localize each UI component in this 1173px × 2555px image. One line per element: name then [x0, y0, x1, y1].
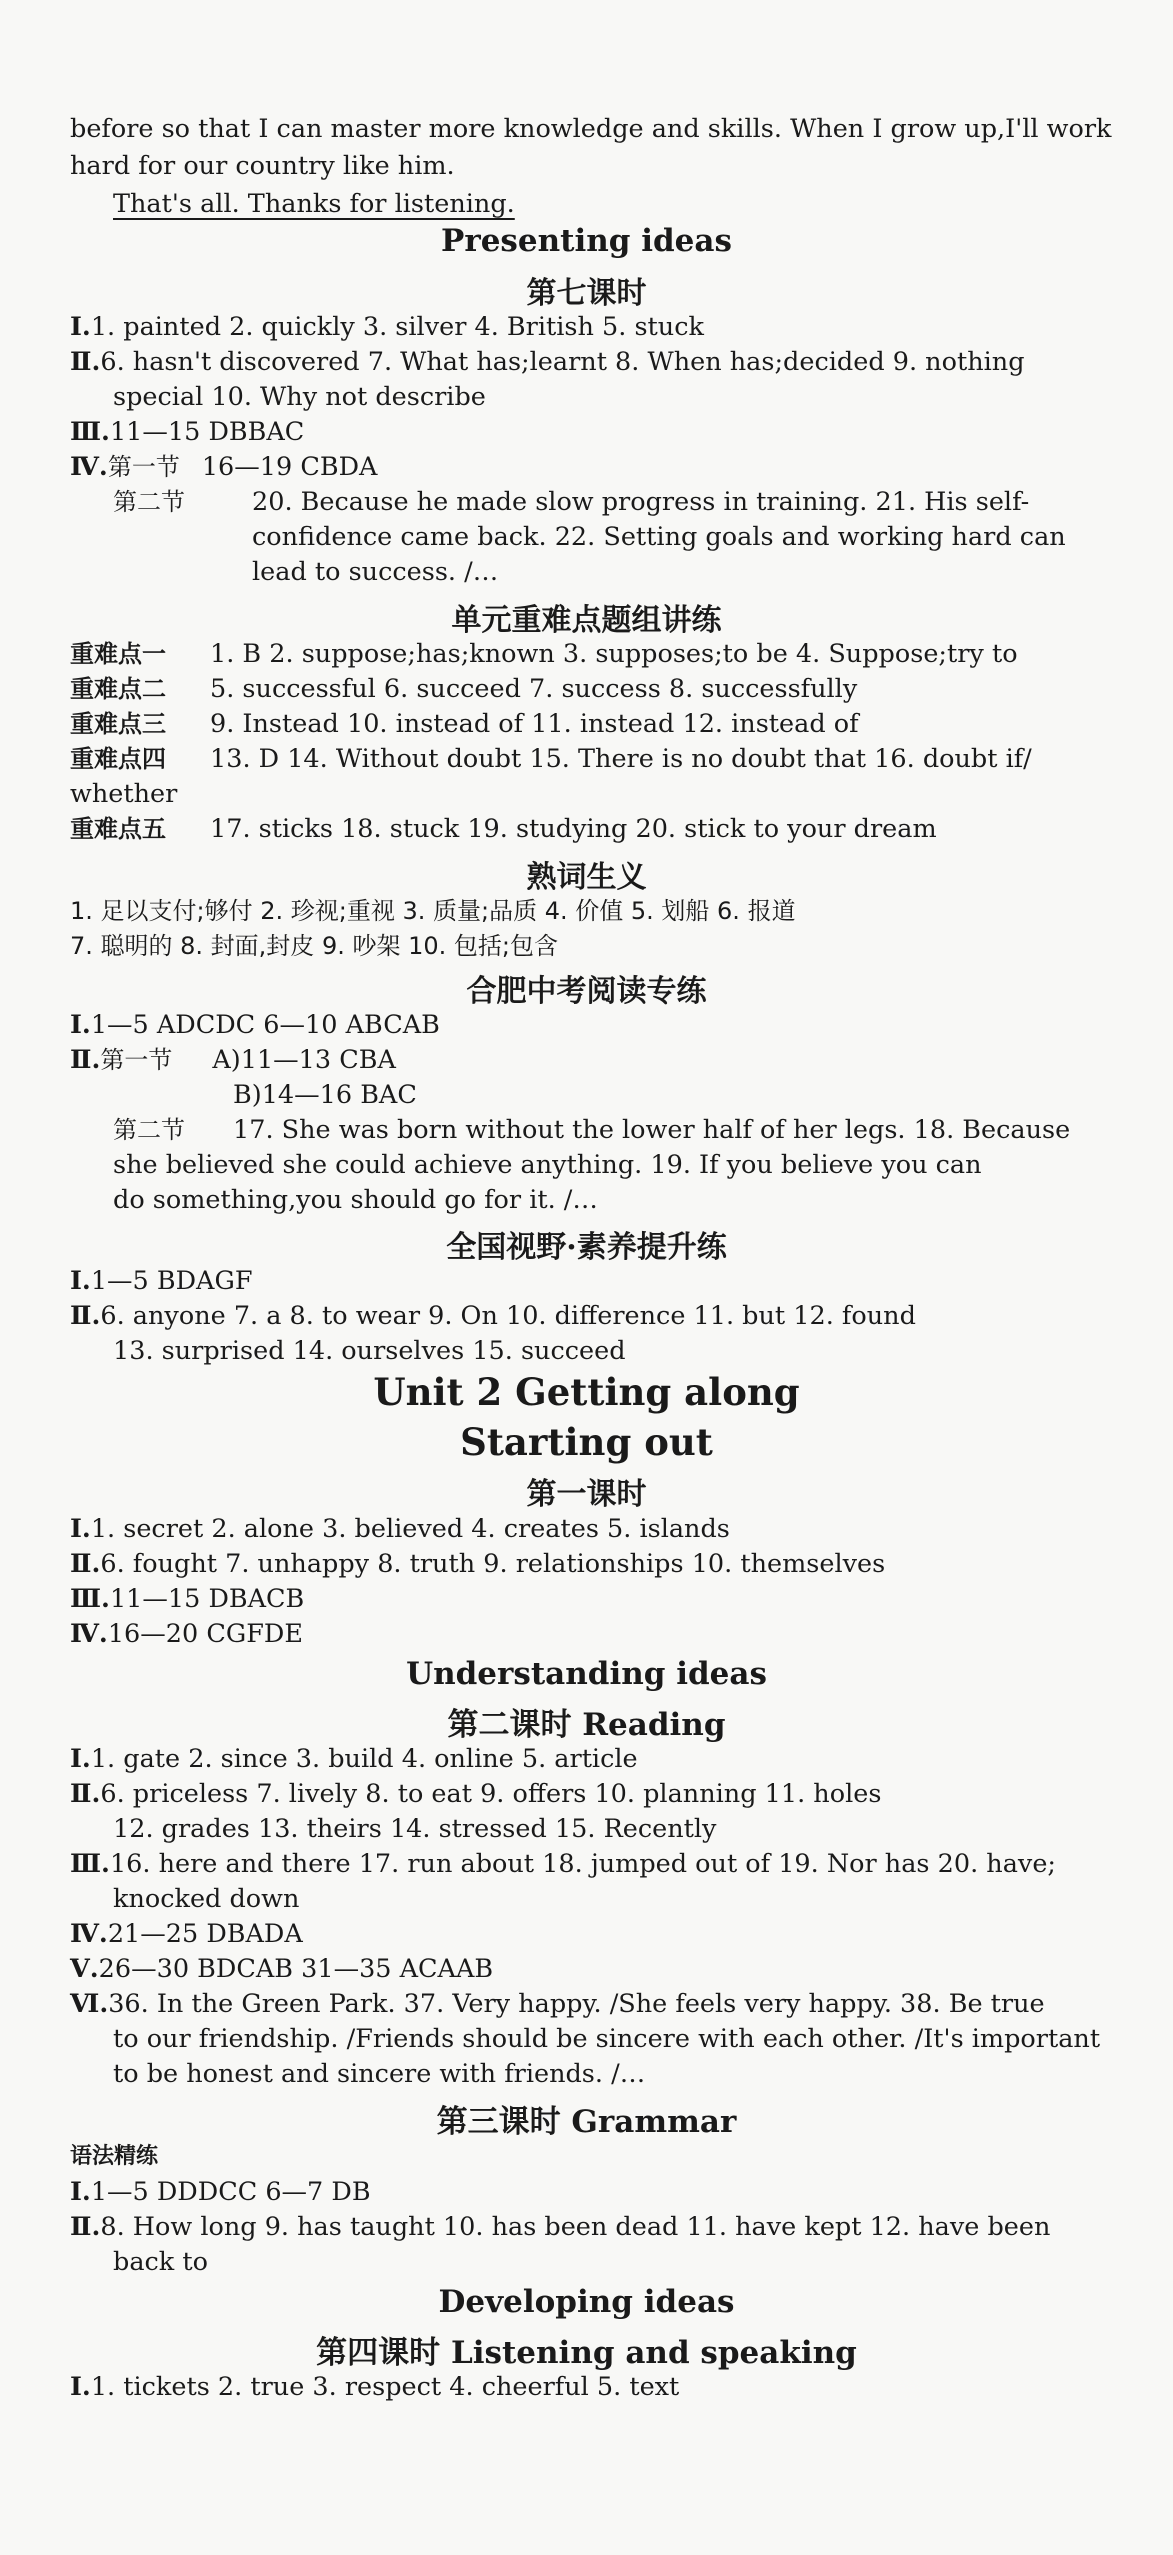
- answer-continuation: 12. grades 13. theirs 14. stressed 15. Recently: [113, 1814, 717, 1844]
- answer-continuation: special 10. Why not describe: [113, 382, 486, 412]
- row-label: 重难点一: [70, 640, 166, 668]
- answer-row: [70, 707, 1103, 741]
- answer-text: 17. She was born without the lower half of her legs. 18. Because: [233, 1115, 1071, 1145]
- answer-row: [70, 1847, 1103, 1881]
- roman-numeral: Ⅱ.: [70, 2212, 101, 2242]
- roman-numeral: Ⅰ.: [70, 1514, 91, 1544]
- roman-numeral: Ⅳ.: [70, 1919, 108, 1949]
- roman-numeral: Ⅱ.: [70, 347, 101, 377]
- answer-text: 9. Instead 10. instead of 11. instead 12. instead of: [210, 709, 859, 739]
- answer-row: [70, 2370, 1103, 2404]
- row-label: 重难点三: [70, 710, 166, 738]
- roman-numeral: Ⅰ.: [70, 2177, 91, 2207]
- intro-line-2: hard for our country like him.: [70, 151, 455, 181]
- part-label: 第一节: [107, 453, 180, 481]
- intro-line-3: [113, 187, 1103, 221]
- answer-text: A)11—13 CBA: [212, 1045, 396, 1075]
- answer-text: 21—25 DBADA: [107, 1919, 303, 1949]
- answer-row: [70, 1582, 1103, 1616]
- roman-numeral: Ⅵ.: [70, 1989, 109, 2019]
- answer-text: 16—20 CGFDE: [107, 1619, 303, 1649]
- section-title-national-vision: 全国视野·素养提升练: [446, 1230, 727, 1265]
- grammar-practice-label: 语法精练: [70, 2144, 159, 2169]
- answer-text: 1—5 DDDCC 6—7 DB: [90, 2177, 371, 2207]
- lesson-title-1: 第一课时: [526, 1477, 647, 1512]
- lesson-title-3: 第三课时 Grammar: [436, 2104, 737, 2140]
- answer-continuation: back to: [113, 2247, 208, 2277]
- answer-row: [70, 310, 1103, 344]
- answer-text: 16. here and there 17. run about 18. jumped out of 19. Nor has 20. have;: [109, 1849, 1057, 1879]
- roman-numeral: Ⅲ.: [70, 1849, 110, 1879]
- roman-numeral: Ⅱ.: [70, 1549, 101, 1579]
- roman-numeral: Ⅳ.: [70, 452, 108, 482]
- roman-numeral: Ⅰ.: [70, 312, 91, 342]
- roman-numeral: Ⅱ.: [70, 1779, 101, 1809]
- row-label: 重难点五: [70, 815, 166, 843]
- answer-text: 1. gate 2. since 3. build 4. online 5. article: [90, 1744, 638, 1774]
- answer-text: 26—30 BDCAB 31—35 ACAAB: [98, 1954, 494, 1984]
- answer-continuation: knocked down: [113, 1884, 300, 1914]
- answer-row: [70, 1742, 1103, 1776]
- answer-continuation: whether: [70, 779, 178, 809]
- lesson-title-7: 第七课时: [526, 276, 647, 311]
- answer-text: 16—19 CBDA: [201, 452, 378, 482]
- roman-numeral: Ⅰ.: [70, 1744, 91, 1774]
- part-label: 第二节: [113, 488, 185, 516]
- answer-row: [70, 1777, 1103, 1811]
- answer-text: 1. tickets 2. true 3. respect 4. cheerful 5. text: [90, 2372, 680, 2402]
- answer-row: 1. 足以支付;够付 2. 珍视;重视 3. 质量;品质 4. 价值 5. 划船 6. 报道: [70, 897, 796, 925]
- answer-text: 36. In the Green Park. 37. Very happy. /She feels very happy. 38. Be true: [108, 1989, 1045, 2019]
- answer-row: [70, 1264, 1103, 1298]
- answer-text: 1. painted 2. quickly 3. silver 4. British 5. stuck: [90, 312, 704, 342]
- row-label: 重难点四: [70, 745, 166, 773]
- roman-numeral: Ⅴ.: [70, 1954, 99, 1984]
- answer-continuation: do something,you should go for it. /…: [113, 1185, 598, 1215]
- answer-text: 1. secret 2. alone 3. believed 4. creates 5. islands: [90, 1514, 730, 1544]
- roman-numeral: Ⅲ.: [70, 417, 110, 447]
- part-label: 第一节: [100, 1046, 173, 1074]
- answer-text: 13. D 14. Without doubt 15. There is no doubt that 16. doubt if/: [210, 744, 1032, 774]
- answer-text: 11—15 DBACB: [109, 1584, 305, 1614]
- answer-text: 5. successful 6. succeed 7. success 8. successfully: [210, 674, 858, 704]
- answer-text: 11—15 DBBAC: [109, 417, 305, 447]
- roman-numeral: Ⅰ.: [70, 1010, 91, 1040]
- section-title-developing-ideas: Developing ideas: [438, 2284, 735, 2320]
- answer-text: 6. hasn't discovered 7. What has;learnt 8. When has;decided 9. nothing: [100, 347, 1025, 377]
- lesson-title-2: 第二课时 Reading: [447, 1707, 726, 1743]
- answer-text: 1—5 ADCDC 6—10 ABCAB: [90, 1010, 440, 1040]
- answer-text: 8. How long 9. has taught 10. has been dead 11. have kept 12. have been: [100, 2212, 1051, 2242]
- answer-row: 7. 聪明的 8. 封面,封皮 9. 吵架 10. 包括;包含: [70, 932, 558, 960]
- answer-text: 6. priceless 7. lively 8. to eat 9. offers 10. planning 11. holes: [100, 1779, 882, 1809]
- section-title-word-meanings: 熟词生义: [526, 860, 647, 895]
- answer-row: [70, 2175, 1103, 2209]
- section-title-reading-practice: 合肥中考阅读专练: [466, 974, 707, 1009]
- answer-continuation: 13. surprised 14. ourselves 15. succeed: [113, 1336, 626, 1366]
- answer-row: [70, 812, 1103, 846]
- section-title-understanding-ideas: Understanding ideas: [406, 1656, 767, 1692]
- part-label: 第二节: [113, 1116, 185, 1144]
- answer-text: 6. anyone 7. a 8. to wear 9. On 10. difference 11. but 12. found: [100, 1301, 916, 1331]
- answer-row: [70, 1008, 1103, 1042]
- answer-row: [70, 1547, 1103, 1581]
- roman-numeral: Ⅲ.: [70, 1584, 110, 1614]
- answer-row: [70, 1917, 1103, 1951]
- answer-row: [70, 1512, 1103, 1546]
- answer-text: 1—5 BDAGF: [90, 1266, 253, 1296]
- answer-row: [70, 1987, 1103, 2021]
- answer-row: [70, 742, 1103, 776]
- answer-continuation: to be honest and sincere with friends. /…: [113, 2059, 646, 2089]
- intro-line-1: before so that I can master more knowledge and skills. When I grow up,I'll work: [70, 114, 1112, 144]
- answer-row: [70, 415, 1103, 449]
- answer-row: [70, 1043, 1103, 1077]
- answer-row: [70, 2210, 1103, 2244]
- section-title-key-points: 单元重难点题组讲练: [451, 603, 722, 638]
- roman-numeral: Ⅱ.: [70, 1301, 101, 1331]
- answer-text: 17. sticks 18. stuck 19. studying 20. stick to your dream: [210, 814, 937, 844]
- answer-text: 20. Because he made slow progress in training. 21. His self-: [252, 487, 1030, 517]
- answer-continuation: to our friendship. /Friends should be sincere with each other. /It's important: [113, 2024, 1101, 2054]
- answer-row: [70, 637, 1103, 671]
- roman-numeral: Ⅰ.: [70, 1266, 91, 1296]
- row-label: 重难点二: [70, 675, 166, 703]
- answer-row: [70, 450, 1103, 484]
- closing-remark: That's all. Thanks for listening.: [113, 189, 515, 219]
- answer-row: [70, 1952, 1103, 1986]
- answer-continuation: she believed she could achieve anything. 19. If you believe you can: [113, 1150, 982, 1180]
- answer-continuation: confidence came back. 22. Setting goals and working hard can: [252, 522, 1066, 552]
- answer-row: [70, 1299, 1103, 1333]
- answer-continuation: lead to success. /…: [252, 557, 499, 587]
- answer-row: [70, 345, 1103, 379]
- unit-title: Unit 2 Getting along: [373, 1370, 800, 1414]
- unit-subtitle: Starting out: [460, 1420, 713, 1464]
- roman-numeral: Ⅰ.: [70, 2372, 91, 2402]
- roman-numeral: Ⅳ.: [70, 1619, 108, 1649]
- section-title-presenting-ideas: Presenting ideas: [441, 223, 732, 259]
- answer-text: B)14—16 BAC: [233, 1080, 417, 1110]
- answer-text: 1. B 2. suppose;has;known 3. supposes;to be 4. Suppose;try to: [210, 639, 1018, 669]
- lesson-title-4: 第四课时 Listening and speaking: [316, 2335, 857, 2371]
- roman-numeral: Ⅱ.: [70, 1045, 101, 1075]
- answer-text: 6. fought 7. unhappy 8. truth 9. relationships 10. themselves: [100, 1549, 886, 1579]
- answer-row: [70, 1617, 1103, 1651]
- answer-row: [70, 672, 1103, 706]
